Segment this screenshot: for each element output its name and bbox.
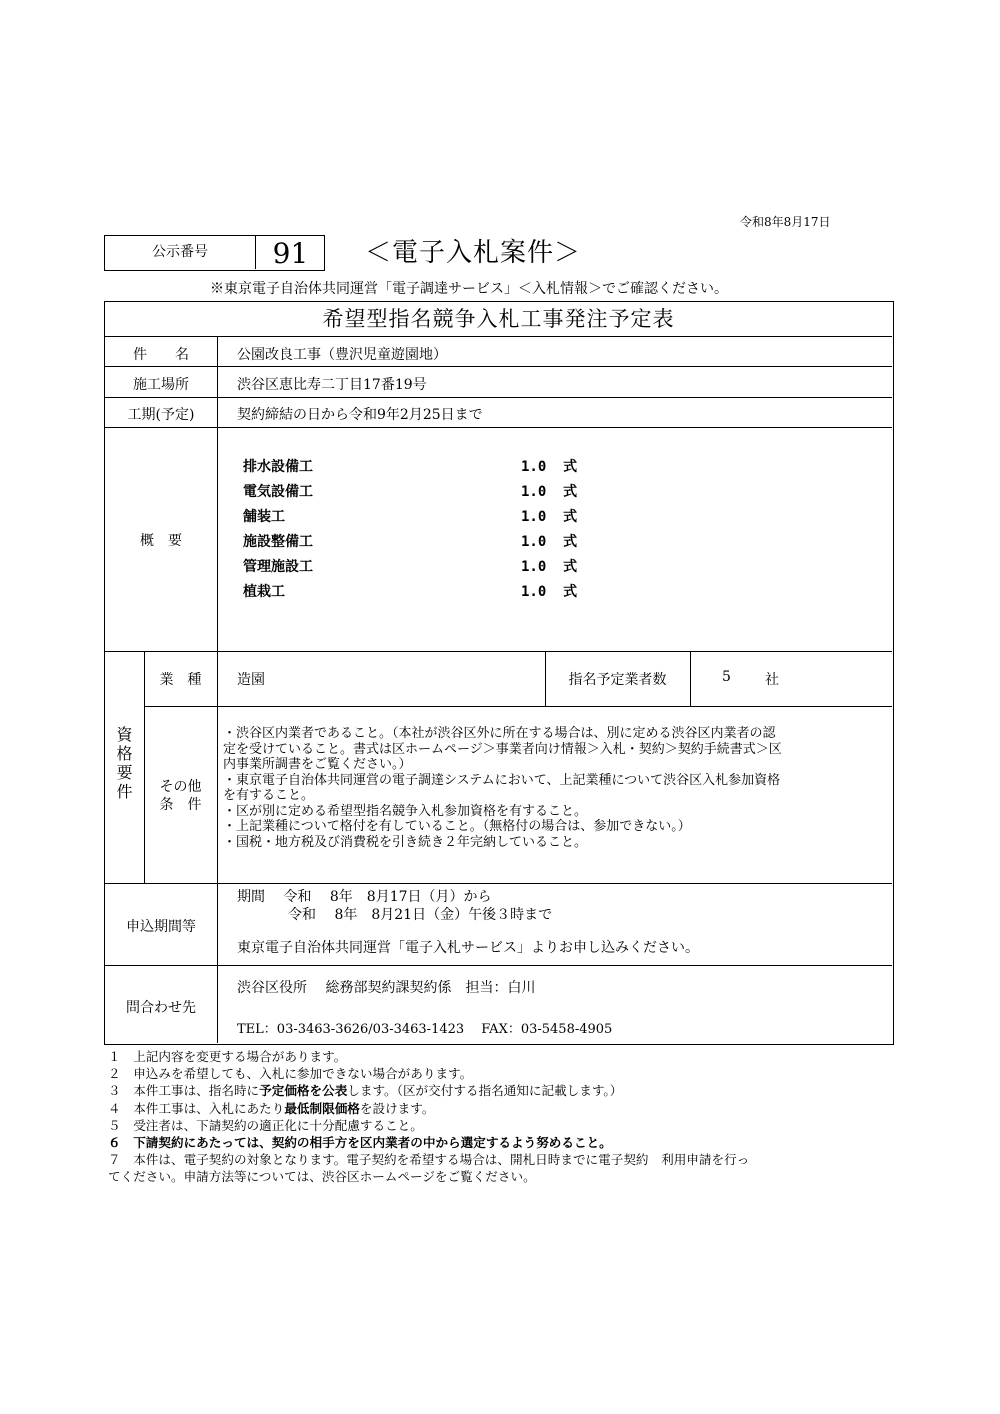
conditions-text: ・渋谷区内業者であること。（本社が渋谷区外に所在する場合は、別に定める渋谷区内業者の認 定を受けていること。書式は区ホームページ＞事業者向け情報＞入札・契約＞契約手続書式＞区 内事業所調書をご覧ください。） ・東京電子自治体共同運営の電子調達システムにおいて、上記業種について渋谷区入札参加資格 を有すること。 ・区が別に定める希望型指名競争入札参加資格を有すること。 ・上記業種について格付を有していること。（無格付の場合は、参加できない。） ・国税・地方税及び消費税を引き続き２年完納していること。 — [223, 726, 782, 850]
footnote-3: ３ 本件工事は、指名時に予定価格を公表します。（区が交付する指名通知に記載します。） — [108, 1083, 623, 1099]
work-item-qty: 1.0 式 — [521, 559, 578, 575]
industry-value: 造園 — [237, 672, 265, 688]
application-line-2: 令和 8年 8月21日（金）午後３時まで — [288, 907, 553, 923]
application-line-1: 期間 令和 8年 8月17日（月）から — [237, 889, 492, 905]
name-label: 件 名 — [133, 347, 189, 363]
work-item-name: 管理施設工 — [243, 559, 313, 575]
footnote-2: ２ 申込みを希望しても、入札に参加できない場合があります。 — [108, 1066, 473, 1082]
summary-label: 概 要 — [140, 533, 182, 549]
work-item-name: 施設整備工 — [243, 534, 313, 550]
work-item-name: 電気設備工 — [243, 484, 313, 500]
bid-schedule-table — [104, 301, 894, 1045]
footnote-7: ７ 本件は、電子契約の対象となります。電子契約を希望する場合は、開札日時までに電子契約 利用申請を行っ てください。申請方法等については、渋谷区ホームページをご覧ください。 — [108, 1152, 750, 1185]
period-label: 工期(予定) — [127, 407, 195, 423]
contact-label: 問合わせ先 — [126, 1000, 196, 1016]
application-line-3: 東京電子自治体共同運営「電子入札サービス」よりお申し込みください。 — [237, 940, 699, 956]
work-item-qty: 1.0 式 — [521, 484, 578, 500]
document-note: ※東京電子自治体共同運営「電子調達サービス」＜入札情報＞でご確認ください。 — [210, 281, 728, 297]
contact-line-1: 渋谷区役所 総務部契約課契約係 担当：白川 — [237, 980, 536, 996]
work-item-qty: 1.0 式 — [521, 534, 578, 550]
name-value: 公園改良工事（豊沢児童遊園地） — [237, 347, 447, 363]
application-label: 申込期間等 — [126, 919, 196, 935]
contact-line-2: TEL：03-3463-3626/03-3463-1423 FAX：03-5458-4905 — [237, 1022, 613, 1037]
work-item-name: 舗装工 — [243, 509, 285, 525]
footnote-6: ６ 下請契約にあたっては、契約の相手方を区内業者の中から選定するよう努めること。 — [108, 1135, 612, 1151]
notice-number-label: 公示番号 — [152, 244, 208, 260]
nominee-count-value: 5 — [722, 669, 731, 685]
nominee-count-label: 指名予定業者数 — [568, 672, 667, 688]
footnote-5: ５ 受注者は、下請契約の適正化に十分配慮すること。 — [108, 1117, 423, 1133]
work-item-qty: 1.0 式 — [521, 584, 578, 600]
footnote-4: ４ 本件工事は、入札にあたり最低制限価格を設けます。 — [108, 1100, 435, 1116]
footnotes — [108, 1048, 898, 1186]
other-conditions-label: その他 条 件 — [159, 779, 202, 813]
work-item-name: 植栽工 — [243, 584, 285, 600]
document-heading: ＜電子入札案件＞ — [365, 238, 582, 268]
nominee-count-unit: 社 — [765, 672, 779, 688]
issue-date: 令和8年8月17日 — [740, 215, 831, 229]
footnote-1: １ 上記内容を変更する場合があります。 — [108, 1049, 347, 1064]
work-item-qty: 1.0 式 — [521, 459, 578, 475]
period-value: 契約締結の日から令和9年2月25日まで — [237, 407, 483, 423]
qualification-group-label: 資 格 要 件 — [116, 725, 133, 801]
industry-label: 業 種 — [159, 672, 202, 688]
work-item-qty: 1.0 式 — [521, 509, 578, 525]
notice-number-value: 91 — [255, 236, 325, 269]
place-value: 渋谷区恵比寿二丁目17番19号 — [237, 377, 427, 393]
table-title: 希望型指名競争入札工事発注予定表 — [322, 307, 675, 331]
notice-number-box — [104, 235, 325, 271]
work-item-name: 排水設備工 — [243, 459, 313, 475]
place-label: 施工場所 — [133, 377, 189, 393]
